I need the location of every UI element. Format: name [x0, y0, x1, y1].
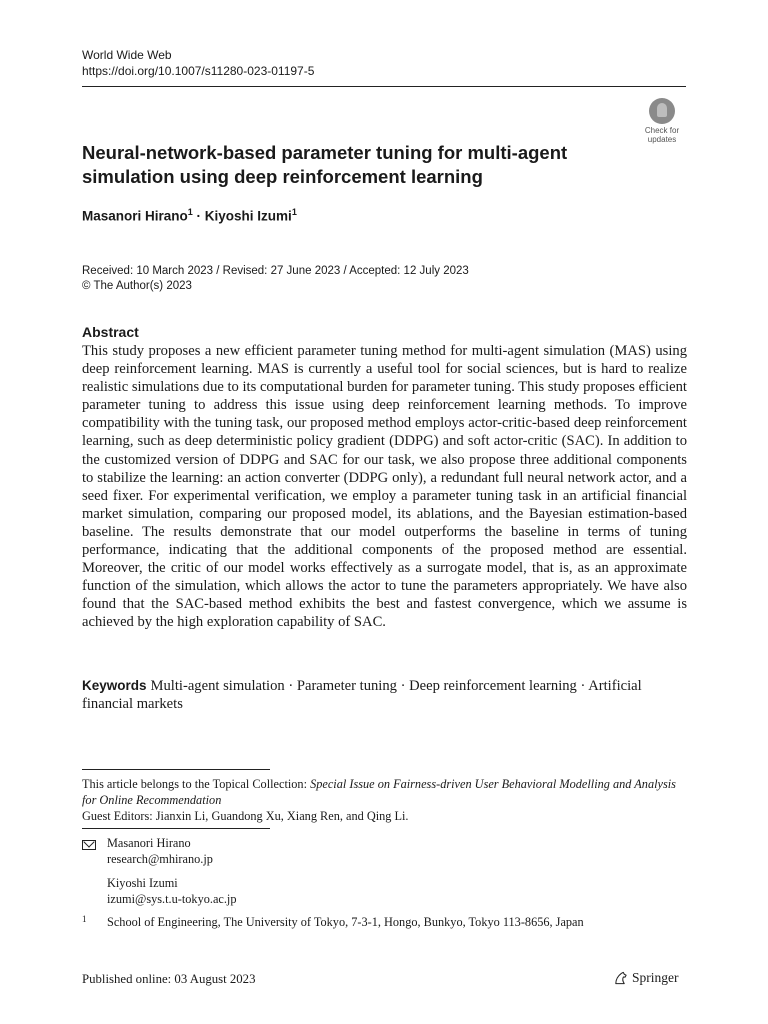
author-name: Kiyoshi Izumi	[107, 876, 178, 890]
envelope-icon	[82, 840, 96, 850]
corresponding-author	[107, 836, 687, 867]
topical-collection-name: Special Issue on Fairness-driven User Behavioral Modelling and Analysis for Online Recommendation	[82, 777, 676, 807]
affiliation-text: School of Engineering, The University of Tokyo, 7-3-1, Hongo, Bunkyo, Tokyo 113-8656, Japan	[107, 915, 584, 929]
author-list	[82, 207, 297, 224]
publisher-name: Springer	[632, 970, 679, 985]
topical-collection-note	[82, 776, 687, 824]
history-dates: Received: 10 March 2023 / Revised: 27 June 2023 / Accepted: 12 July 2023	[82, 265, 469, 277]
publisher-logo	[613, 970, 679, 986]
footnote-rule	[82, 769, 270, 770]
author-separator: ·	[192, 208, 205, 224]
topical-prefix: This article belongs to the Topical Collection:	[82, 777, 311, 791]
footnote-rule	[82, 828, 270, 829]
check-for-updates-badge[interactable]	[636, 98, 688, 144]
author-email[interactable]: izumi@sys.t.u-tokyo.ac.jp	[107, 891, 237, 906]
guest-editors: Guest Editors: Jianxin Li, Guandong Xu, Xiang Ren, and Qing Li.	[82, 809, 409, 823]
abstract-heading: Abstract	[82, 324, 139, 340]
affiliation-marker: 1	[187, 207, 193, 217]
author-email[interactable]: research@mhirano.jp	[107, 851, 213, 866]
doi-link[interactable]: https://doi.org/10.1007/s11280-023-01197-5	[82, 64, 315, 78]
header-rule	[82, 86, 686, 87]
journal-header	[82, 47, 314, 79]
article-history	[82, 264, 469, 294]
paper-title: Neural-network-based parameter tuning for multi-agent simulation using deep reinforcement learning	[82, 142, 568, 187]
affiliation	[82, 914, 687, 930]
abstract-text: This study proposes a new efficient parameter tuning method for multi-agent simulation (MAS) using deep reinforcement learning. MAS is currently a useful tool for social sciences, but is hard to realize realistic simulations due to its computational burden for parameter tuning. This study proposes efficient parameter tuning to address this issue using deep reinforcement learning methods. To improve compatibility with the tuning task, our proposed method employs actor-critic-based deep reinforcement learning, such as deep deterministic policy gradient (DDPG) and soft actor-critic (SAC). In addition to the customized version of DDPG and SAC for our task, we also propose three additional components to stabilize the learning: an action converter (DDPG only), a redundant full neural network actor, and a seed fixer. For experimental verification, we employ a parameter tuning task in an artificial financial market simulation, comparing our proposed model, its ablations, and the Bayesian estimation-based baseline. The results demonstrate that our model outperforms the baseline in terms of tuning performance, indicating that the additional components of the proposed method are essential. Moreover, the critic of our model works effectively as a surrogate model, that is, as an approximate function of the simulation, which allows the actor to tune the parameters appropriately. We have also found that the SAC-based method exhibits the best and fastest convergence, which we assume is achieved by the high exploration capability of SAC.	[82, 343, 687, 631]
author-name[interactable]: Masanori Hirano	[82, 208, 188, 224]
keywords-list: Multi-agent simulation · Parameter tuning · Deep reinforcement learning · Artificial financial markets	[82, 678, 642, 712]
published-date: Published online: 03 August 2023	[82, 972, 256, 986]
check-updates-icon	[649, 98, 675, 124]
keywords-section	[82, 677, 687, 713]
correspondence-block	[82, 836, 687, 907]
corresponding-author	[107, 876, 687, 907]
keywords-label: Keywords	[82, 678, 147, 693]
affiliation-marker: 1	[291, 207, 297, 217]
badge-label: Check for updates	[644, 126, 680, 144]
author-name: Masanori Hirano	[107, 836, 191, 850]
copyright: © The Author(s) 2023	[82, 280, 192, 292]
affiliation-number: 1	[82, 914, 87, 924]
springer-horse-icon	[613, 970, 628, 986]
author-name[interactable]: Kiyoshi Izumi	[204, 208, 292, 224]
journal-name: World Wide Web	[82, 48, 172, 62]
